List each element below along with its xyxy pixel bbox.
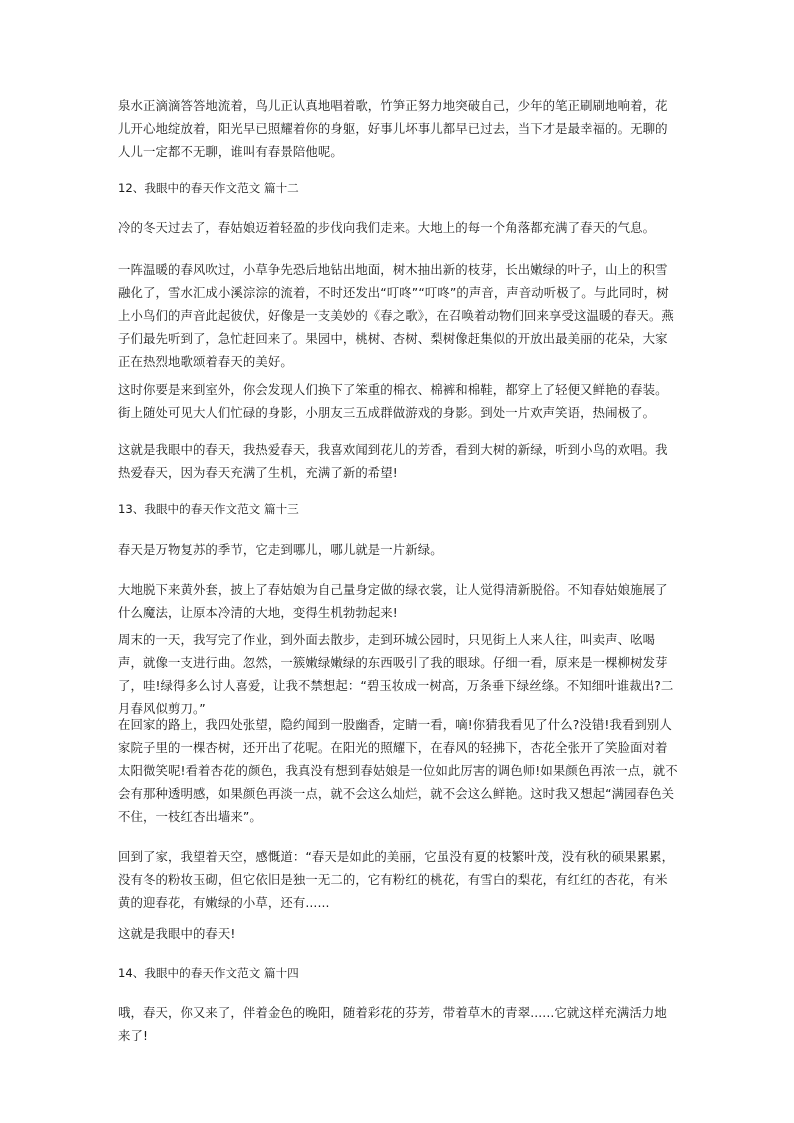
paragraph: 冷的冬天过去了，春姑娘迈着轻盈的步伐向我们走来。大地上的每一个角落都充满了春天的气息。 bbox=[118, 220, 656, 235]
paragraph: 在回家的路上，我四处张望，隐约闻到一股幽香，定睛一看，嘀!你猜我看见了什么?没错!我看到别人家院子里的一棵杏树，还开出了花呢。在阳光的照耀下，在春风的轻拂下，杏花全张开了笑脸面对着太阳微笑呢!看着杏花的颜色，我真没有想到春姑娘是一位如此厉害的调色师!如果颜色再浓一点，就不会有那种透明感，如果颜色再淡一点，就不会这么灿烂，就不会这么鲜艳。这时我又想起“满园春色关不住，一枝红杏出墙来”。 bbox=[118, 717, 678, 824]
paragraph: 周末的一天，我写完了作业，到外面去散步，走到环城公园时，只见街上人来人往，叫卖声、吆喝声，就像一支进行曲。忽然，一簇嫩绿嫩绿的东西吸引了我的眼球。仔细一看，原来是一棵柳树发芽了，哇!绿得多么讨人喜爱，让我不禁想起：“碧玉妆成一树高，万条垂下绿丝绦。不知细叶谁裁出?二月春风似剪刀。” bbox=[118, 632, 674, 716]
heading-essay-14: 14、我眼中的春天作文范文 篇十四 bbox=[118, 966, 299, 980]
paragraph: 这时你要是来到室外，你会发现人们换下了笨重的棉衣、棉裤和棉鞋，都穿上了轻便又鲜艳的春装。街上随处可见大人们忙碌的身影，小朋友三五成群做游戏的身影。到处一片欢声笑语，热闹极了。 bbox=[118, 382, 668, 420]
paragraph: 春天是万物复苏的季节，它走到哪儿，哪儿就是一片新绿。 bbox=[118, 542, 443, 557]
paragraph: 一阵温暖的春风吹过，小草争先恐后地钻出地面，树木抽出新的枝芽，长出嫩绿的叶子，山上的积雪融化了，雪水汇成小溪淙淙的流着，不时还发出“叮咚”“叮咚”的声音，声音动听极了。与此同时，树上小鸟们的声音此起彼伏，好像是一支美妙的《春之歌》，在召唤着动物们回来享受这温暖的春天。燕子们最先听到了，急忙赶回来了。果园中，桃树、杏树、梨树像赶集似的开放出最美丽的花朵，大家正在热烈地歌颂着春天的美好。 bbox=[118, 262, 674, 369]
paragraph: 这就是我眼中的春天，我热爱春天，我喜欢闻到花儿的芳香，看到大树的新绿，听到小鸟的欢唱。我热爱春天，因为春天充满了生机，充满了新的希望! bbox=[118, 442, 668, 480]
paragraph: 回到了家，我望着天空，感慨道：“春天是如此的美丽，它虽没有夏的枝繁叶茂，没有秋的硕果累累，没有冬的粉妆玉砌，但它依旧是独一无二的，它有粉红的桃花，有雪白的梨花，有红红的杏花，有米黄的迎春花，有嫩绿的小草，还有...... bbox=[118, 849, 675, 910]
heading-essay-12: 12、我眼中的春天作文范文 篇十二 bbox=[118, 181, 299, 195]
paragraph: 大地脱下来黄外套，披上了春姑娘为自己量身定做的绿衣裳，让人觉得清新脱俗。不知春姑娘施展了什么魔法，让原本冷清的大地，变得生机勃勃起来! bbox=[118, 582, 668, 620]
paragraph: 这就是我眼中的春天! bbox=[118, 926, 236, 941]
paragraph-intro: 泉水正滴滴答答地流着，鸟儿正认真地唱着歌，竹笋正努力地突破自己，少年的笔正刷刷地响着，花儿开心地绽放着，阳光早已照耀着你的身躯，好事儿坏事儿都早已过去，当下才是最幸福的。无聊的人儿一定都不无聊，谁叫有春景陪他呢。 bbox=[118, 98, 668, 159]
heading-essay-13: 13、我眼中的春天作文范文 篇十三 bbox=[118, 502, 299, 516]
paragraph: 哦，春天，你又来了，伴着金色的晚阳，随着彩花的芬芳，带着草木的青翠......它就这样充满活力地来了! bbox=[118, 1005, 667, 1043]
